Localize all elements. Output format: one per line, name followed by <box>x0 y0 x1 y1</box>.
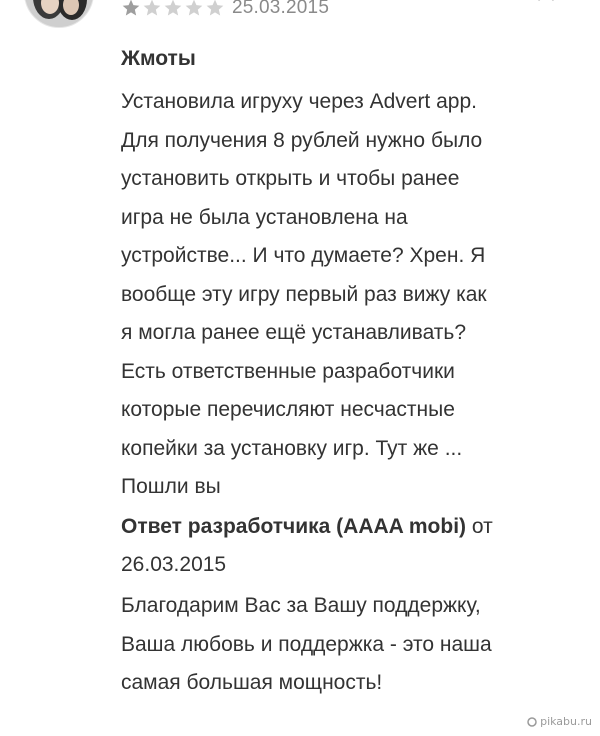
developer-reply-body <box>121 587 561 703</box>
watermark <box>527 715 592 728</box>
watermark-text: pikabu.ru <box>540 715 592 728</box>
pikabu-logo-icon <box>527 717 537 727</box>
review-line: я могла ранее ещё устанавливать? <box>121 321 467 344</box>
reply-line: самая большая мощность! <box>121 671 383 694</box>
star-empty-icon <box>184 0 204 18</box>
developer-name: Ответ разработчика (AAAA mobi) <box>121 515 467 538</box>
reply-line: Ваша любовь и поддержка - это наша <box>121 632 492 656</box>
review-line: установить открыть и чтобы ранее <box>121 167 460 190</box>
reply-line: Благодарим Вас за Вашу поддержку, <box>121 594 481 617</box>
star-empty-icon <box>142 0 162 18</box>
star-empty-icon <box>205 0 225 18</box>
overflow-menu-icon[interactable] <box>532 0 560 6</box>
review-body <box>121 83 561 507</box>
review-line: Для получения 8 рублей нужно было <box>121 128 483 152</box>
star-rating <box>121 0 225 18</box>
review-line: которые перечисляют несчастные <box>121 398 455 421</box>
review-title: Жмоты <box>121 47 196 70</box>
review-line: Есть ответственные разработчики <box>121 359 455 383</box>
review-line: Установила игруху через Advert app. <box>121 90 477 113</box>
avatar[interactable] <box>24 0 94 28</box>
review-line: игра не была установлена на <box>121 205 408 229</box>
review-line: устройстве... И что думаете? Хрен. Я <box>121 244 486 267</box>
review-line: Пошли вы <box>121 475 221 498</box>
reply-from-word: от <box>466 515 493 538</box>
review-date: 25.03.2015 <box>232 0 330 18</box>
star-filled-icon <box>121 0 141 18</box>
developer-reply-header <box>121 512 493 542</box>
star-empty-icon <box>163 0 183 18</box>
review-line: копейки за установку игр. Тут же ... <box>121 436 463 460</box>
reply-date: 26.03.2015 <box>121 553 227 576</box>
review-line: вообще эту игру первый раз вижу как <box>121 282 487 306</box>
